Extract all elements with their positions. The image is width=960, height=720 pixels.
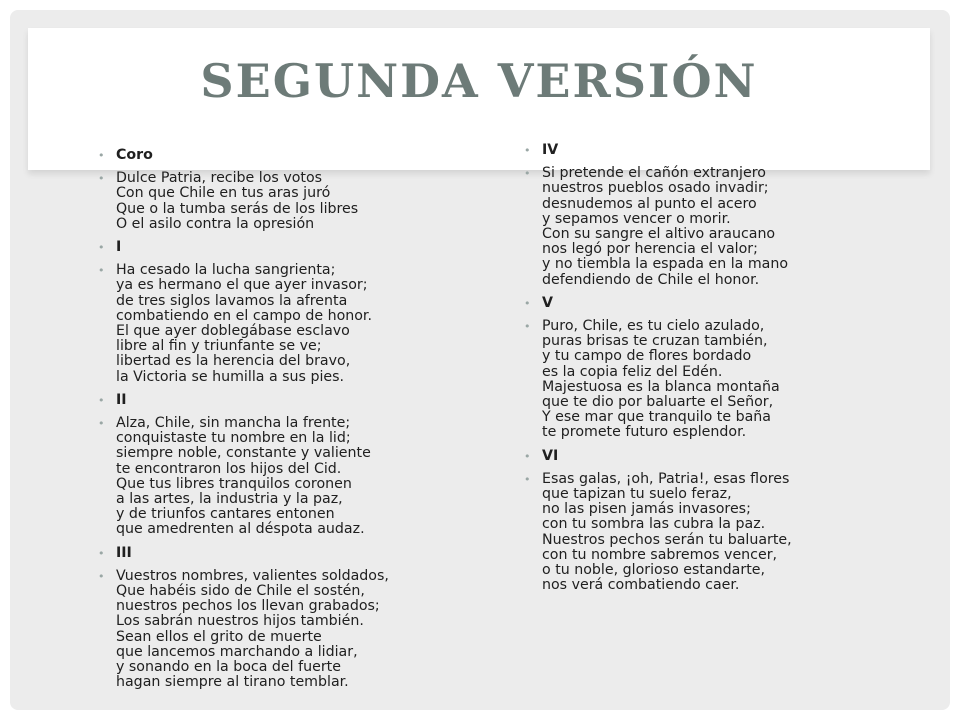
stanza-verse-vi — [518, 472, 898, 594]
bullet-icon: • — [98, 417, 105, 431]
stanza-heading-text: IV — [542, 142, 559, 158]
bullet-icon: • — [524, 449, 531, 463]
right-column — [518, 143, 898, 601]
stanza-heading-v — [518, 296, 898, 311]
stanza-heading-iv — [518, 143, 898, 158]
bullet-icon: • — [524, 296, 531, 310]
bullet-icon: • — [98, 393, 105, 407]
stanza-heading-text: V — [542, 294, 553, 311]
stanza-verse-text: Vuestros nombres, valientes soldados, Que habéis sido de Chile el sostén, nuestros pechos los llevan grabados; Los sabrán nuestros hijos también. Sean ellos el grito de muerte que lancemos marchando a lidiar, y sonando en la boca del fuerte hagan siempre al tirano temblar. — [116, 567, 389, 691]
bullet-icon: • — [98, 264, 105, 278]
stanza-verse-text: Si pretende el cañón extranjero nuestros pueblos osado invadir; desnudemos al punto el acero y sepamos vencer o morir. Con su sangre el altivo araucano nos legó por herencia el valor; y no tiembla la espada en la mano defendiendo de Chile el honor. — [542, 165, 789, 288]
stanza-verse-iv — [518, 166, 898, 288]
bullet-icon: • — [524, 320, 531, 334]
bullet-icon: • — [98, 546, 105, 560]
bullet-icon: • — [98, 569, 105, 583]
bullet-icon: • — [98, 172, 105, 186]
stanza-verse-coro — [92, 171, 452, 232]
stanza-heading-text: III — [116, 544, 132, 561]
bullet-icon: • — [98, 241, 105, 255]
stanza-heading-text: Coro — [116, 147, 153, 163]
stanza-heading-coro — [92, 148, 452, 163]
bullet-icon: • — [524, 144, 531, 157]
stanza-heading-text: VI — [542, 447, 559, 464]
stanza-verse-text: Puro, Chile, es tu cielo azulado, puras brisas te cruzan también, y tu campo de flores bordado es la copia feliz del Edén. Majestuosa es la blanca montaña que te dio por baluarte el Señor, Y ese mar que tranquilo te baña te promete futuro esplendor. — [542, 318, 780, 441]
slide — [10, 10, 950, 710]
stanza-verse-text: Dulce Patria, recibe los votos Con que Chile en tus aras juró Que o la tumba serás de los libres O el asilo contra la opresión — [116, 170, 359, 232]
stanza-heading-vi — [518, 449, 898, 464]
bullet-icon: • — [524, 167, 531, 181]
left-column — [92, 148, 452, 699]
stanza-heading-text: II — [116, 391, 127, 408]
stanza-verse-text: Esas galas, ¡oh, Patria!, esas flores que tapizan tu suelo feraz, no las pisen jamás invasores; con tu sombra las cubra la paz. Nuestros pechos serán tu baluarte, con tu nombre sabremos vencer, o tu noble, glorioso estandarte, nos verá combatiendo caer. — [542, 470, 792, 594]
slide-title: SEGUNDA VERSIÓN — [200, 54, 758, 108]
stanza-heading-text: I — [116, 239, 122, 256]
stanza-verse-i — [92, 263, 452, 385]
bullet-icon: • — [524, 472, 531, 486]
stanza-heading-ii — [92, 393, 452, 408]
stanza-verse-ii — [92, 416, 452, 538]
stanza-heading-iii — [92, 546, 452, 561]
stanza-verse-text: Ha cesado la lucha sangrienta; ya es hermano el que ayer invasor; de tres siglos lavamos la afrenta combatiendo en el campo de honor. El que ayer doblegábase esclavo libre al fin y triunfante se ve; libertad es la herencia del bravo, la Victoria se humilla a sus pies. — [116, 262, 372, 385]
stanza-verse-iii — [92, 569, 452, 691]
stanza-verse-v — [518, 319, 898, 441]
stanza-heading-i — [92, 240, 452, 255]
stanza-verse-text: Alza, Chile, sin mancha la frente; conquistaste tu nombre en la lid; siempre noble, constante y valiente te encontraron los hijos del Cid. Que tus libres tranquilos coronen a las artes, la industria y la paz, y de triunfos cantares entonen que amedrenten al déspota audaz. — [116, 415, 371, 538]
bullet-icon: • — [98, 149, 105, 162]
